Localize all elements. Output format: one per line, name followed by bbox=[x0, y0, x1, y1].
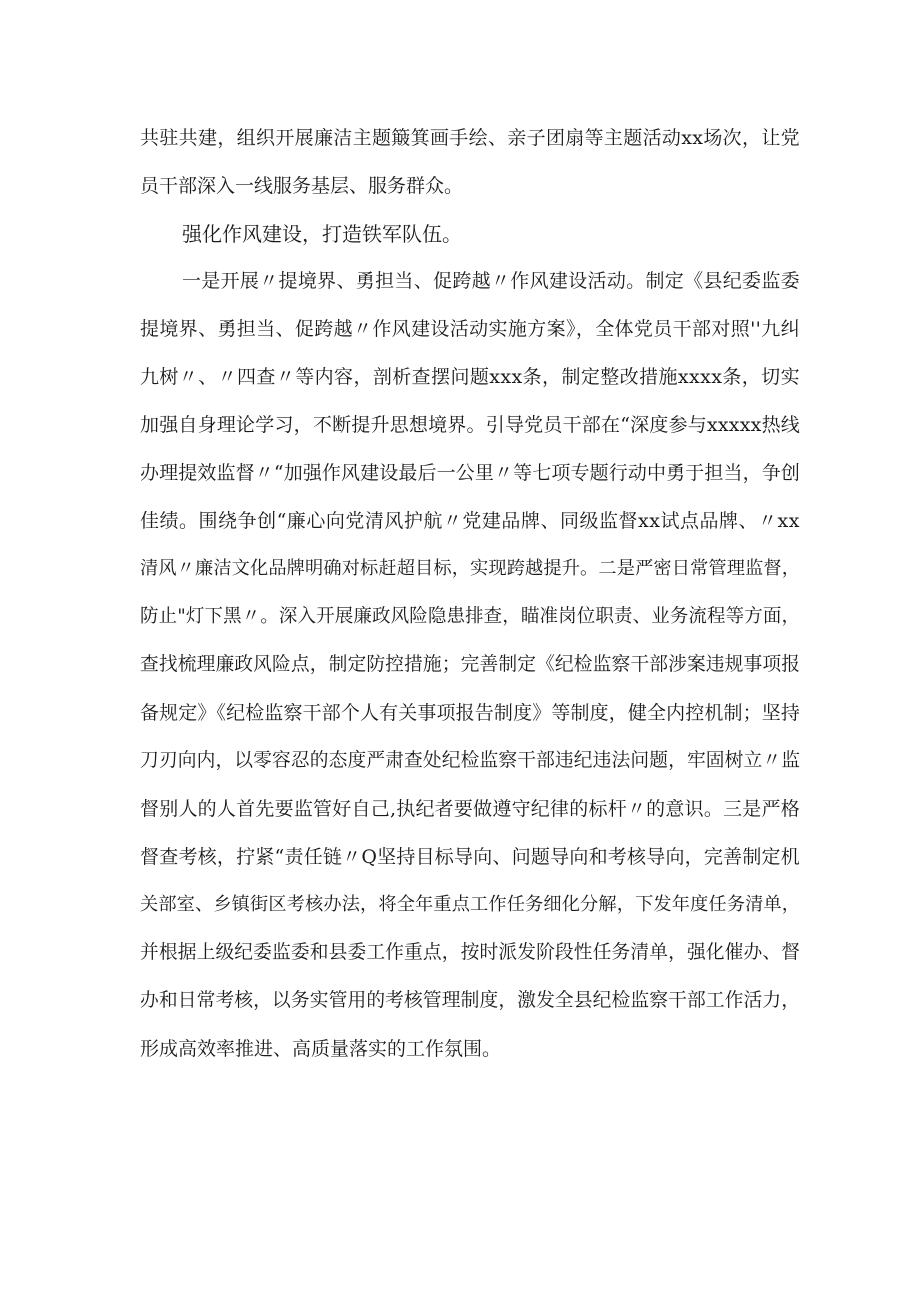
paragraph-line: 共驻共建，组织开展廉洁主题簸箕画手绘、亲子团扇等主题活动xx场次，让党 bbox=[140, 127, 800, 149]
paragraph-line: 督查考核，拧紧“责任链〃Q坚持目标导向、问题导向和考核导向，完善制定机 bbox=[140, 846, 800, 868]
paragraph-line: 关部室、乡镇街区考核办法，将全年重点工作任务细化分解，下发年度任务清单， bbox=[140, 894, 800, 915]
paragraph-line: 九树〃、〃四查〃等内容，剖析查摆问题xxx条，制定整改措施xxxx条，切实 bbox=[140, 366, 800, 388]
paragraph-line: 督别人的人首先要监管好自己,执纪者要做遵守纪律的标杆〃的意识。三是严格 bbox=[140, 798, 800, 820]
paragraph-line: 办理提效监督〃“加强作风建设最后一公里〃等七项专题行动中勇于担当，争创 bbox=[140, 462, 800, 484]
paragraph-line: 查找梳理廉政风险点，制定防控措施；完善制定《纪检监察干部涉案违规事项报 bbox=[140, 654, 800, 675]
paragraph-line: 刀刃向内，以零容忍的态度严肃查处纪检监察干部违纪违法问题，牢固树立〃监 bbox=[140, 750, 800, 771]
paragraph-line: 员干部深入一线服务基层、服务群众。 bbox=[140, 175, 464, 197]
paragraph-line: 办和日常考核，以务实管用的考核管理制度，激发全县纪检监察干部工作活力， bbox=[140, 990, 800, 1011]
paragraph-line: 防止"灯下黑〃。深入开展廉政风险隐患排查，瞄准岗位职责、业务流程等方面， bbox=[140, 606, 800, 627]
paragraph-line: 清风〃廉洁文化品牌明确对标赶超目标，实现跨越提升。二是严密日常管理监督， bbox=[140, 558, 800, 579]
paragraph-line: 并根据上级纪委监委和县委工作重点，按时派发阶段性任务清单，强化催办、督 bbox=[140, 942, 800, 963]
section-heading: 强化作风建设，打造铁军队伍。 bbox=[182, 222, 462, 246]
paragraph-line: 一是开展〃提境界、勇担当、促跨越〃作风建设活动。制定《县纪委监委 bbox=[182, 270, 800, 292]
paragraph-line: 备规定》《纪检监察干部个人有关事项报告制度》等制度，健全内控机制；坚持 bbox=[140, 702, 800, 724]
paragraph-line: 佳绩。围绕争创“廉心向党清风护航〃党建品牌、同级监督xx试点品牌、〃xx bbox=[140, 510, 800, 532]
paragraph-line: 提境界、勇担当、促跨越〃作风建设活动实施方案》，全体党员干部对照''九纠 bbox=[140, 318, 800, 340]
paragraph-line: 加强自身理论学习，不断提升思想境界。引导党员干部在“深度参与xxxxx热线 bbox=[140, 414, 800, 436]
paragraph-line: 形成高效率推进、高质量落实的工作氛围。 bbox=[140, 1038, 502, 1060]
